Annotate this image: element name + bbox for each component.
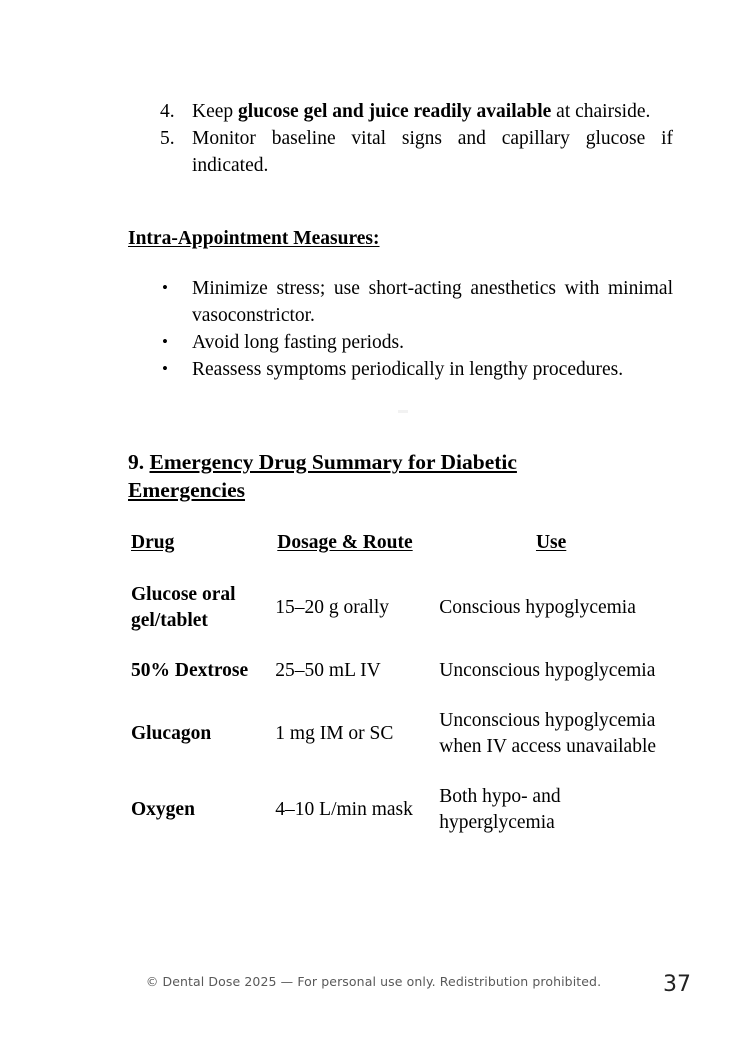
list-item	[128, 275, 673, 329]
column-header-use: Use	[535, 532, 567, 553]
cell-use: Both hypo- and hyperglycemia	[439, 786, 561, 833]
list-item-tail: at chairside.	[551, 101, 651, 122]
list-item	[128, 329, 673, 356]
cell-drug: Glucose oral gel/tablet	[131, 584, 236, 631]
cell-drug: Oxygen	[131, 799, 195, 820]
page-artifact-mark	[398, 410, 408, 413]
list-item	[128, 98, 673, 125]
table-header-row	[128, 532, 673, 576]
list-item-text: Monitor baseline vital signs and capillary glucose if indicated.	[192, 128, 673, 176]
bullet-text: Avoid long fasting periods.	[192, 332, 404, 353]
table-row	[128, 648, 673, 698]
cell-use: Unconscious hypoglycemia	[439, 660, 656, 681]
column-header-dosage: Dosage & Route	[277, 532, 413, 553]
intra-appointment-heading-block	[128, 225, 673, 252]
section-title-text: Emergency Drug Summary for Diabetic Emergencies	[128, 450, 517, 502]
list-item-marker: 5.	[160, 128, 175, 149]
table-body	[128, 576, 673, 850]
table-row	[128, 576, 673, 648]
bullet-icon: •	[162, 359, 168, 378]
list-item-bold: glucose gel and juice readily available	[238, 101, 552, 122]
list-item	[128, 125, 673, 179]
footer-copyright: © Dental Dose 2025 — For personal use only. Redistribution prohibited.	[145, 974, 602, 989]
page-number: 37	[663, 972, 691, 997]
intra-appointment-bullets-block	[128, 275, 673, 383]
page-title	[128, 448, 598, 504]
cell-use: Conscious hypoglycemia	[439, 597, 636, 618]
list-item-marker: 4.	[160, 101, 175, 122]
cell-use: Unconscious hypoglycemia when IV access unavailable	[439, 710, 657, 757]
cell-drug: 50% Dextrose	[131, 660, 249, 681]
list-item-lead: Keep	[192, 101, 239, 122]
list-item	[128, 356, 673, 383]
column-header-drug: Drug	[131, 532, 175, 553]
list-item-text	[192, 98, 673, 125]
intra-appointment-heading: Intra-Appointment Measures:	[128, 228, 380, 249]
bullet-text: Reassess symptoms periodically in lengthy procedures.	[192, 359, 624, 380]
numbered-list	[128, 98, 673, 179]
table-row	[128, 698, 673, 774]
emergency-drug-table	[128, 532, 673, 850]
table-row	[128, 774, 673, 850]
cell-dosage: 15–20 g orally	[275, 597, 390, 618]
section-number: 9.	[128, 450, 145, 474]
cell-dosage: 1 mg IM or SC	[275, 723, 394, 744]
cell-dosage: 25–50 mL IV	[275, 660, 381, 681]
bullet-icon: •	[162, 332, 168, 351]
bullet-list	[128, 275, 673, 383]
bullet-text: Minimize stress; use short-acting anesthetics with minimal vasoconstrictor.	[192, 278, 673, 326]
numbered-list-block	[128, 98, 673, 179]
cell-dosage: 4–10 L/min mask	[275, 799, 413, 820]
bullet-icon: •	[162, 278, 168, 297]
table-header	[128, 532, 673, 576]
page-footer	[0, 972, 747, 1012]
cell-drug: Glucagon	[131, 723, 212, 744]
